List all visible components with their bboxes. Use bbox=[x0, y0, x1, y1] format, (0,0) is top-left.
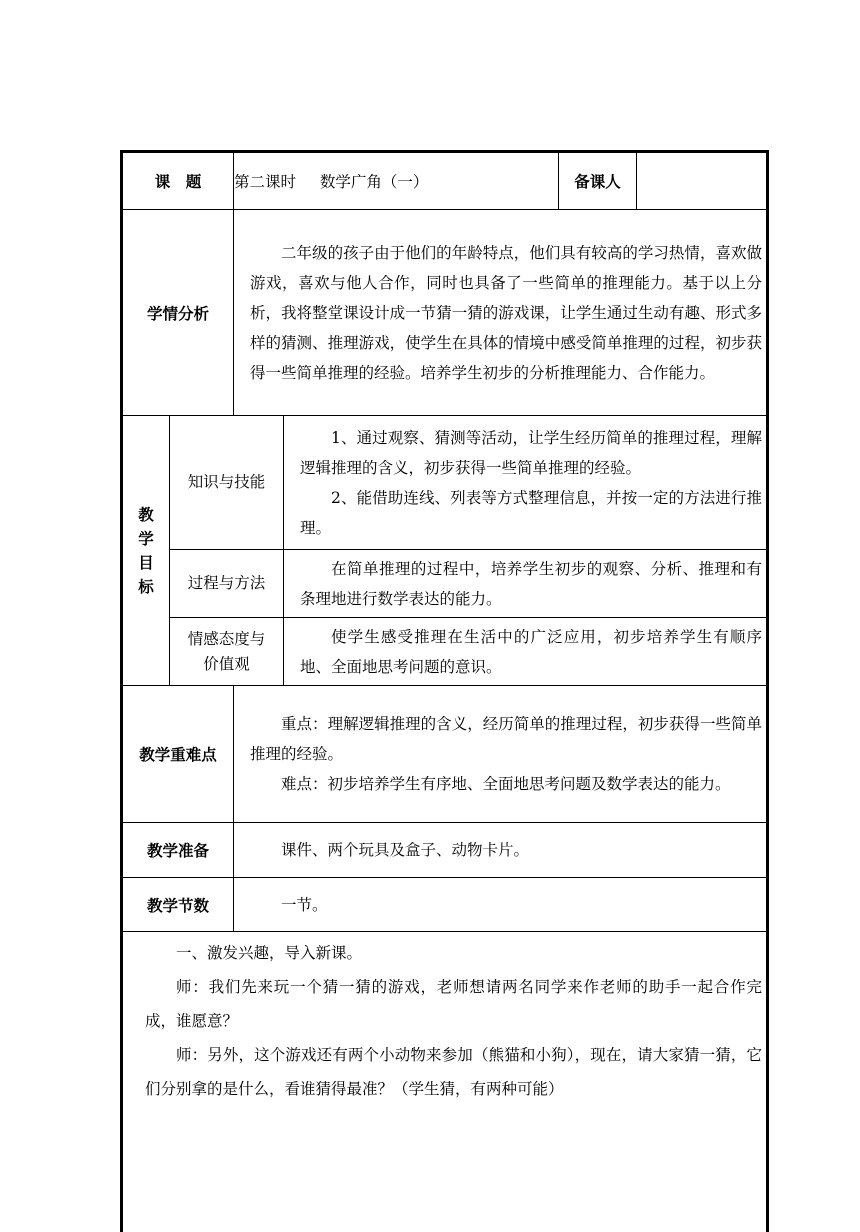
goals-label-char: 学 bbox=[138, 529, 154, 548]
emotion-label-line2: 价值观 bbox=[203, 654, 250, 673]
emotion-content bbox=[284, 618, 768, 686]
lesson-topic: 数学广角（一） bbox=[319, 173, 429, 191]
preparation-label: 教学准备 bbox=[122, 823, 234, 878]
process-paragraph-1: 一、激发兴趣，导入新课。 bbox=[176, 944, 363, 962]
keypoints-content bbox=[234, 686, 768, 823]
analysis-row bbox=[122, 210, 768, 416]
keypoints-label: 教学重难点 bbox=[122, 686, 234, 823]
sessions-label: 教学节数 bbox=[122, 878, 234, 932]
knowledge-text-2: 2、能借助连线、列表等方式整理信息，并按一定的方法进行推理。 bbox=[300, 488, 763, 537]
process-text: 在简单推理的过程中，培养学生初步的观察、分析、推理和有条理地进行数学表达的能力。 bbox=[300, 559, 763, 608]
sessions-content bbox=[234, 878, 768, 932]
preparation-content bbox=[234, 823, 768, 878]
process-content bbox=[284, 550, 768, 618]
preparation-text: 课件、两个玩具及盒子、动物卡片。 bbox=[281, 841, 530, 859]
goals-process-row bbox=[122, 550, 768, 618]
preparation-row bbox=[122, 823, 768, 878]
keypoints-row bbox=[122, 686, 768, 823]
process-text-row bbox=[122, 932, 768, 1232]
emotion-label bbox=[170, 618, 284, 686]
lesson-number: 第二课时 bbox=[234, 173, 297, 191]
goals-label bbox=[122, 416, 170, 686]
process-paragraph-2: 师：我们先来玩一个猜一猜的游戏，老师想请两名同学来作老师的助手一起合作完成，谁愿意？ bbox=[145, 978, 763, 1030]
process-paragraph-3: 师：另外，这个游戏还有两个小动物来参加（熊猫和小狗），现在，请大家猜一猜，它们分别拿的是什么，看谁猜得最准？（学生猜，有两种可能） bbox=[145, 1046, 763, 1098]
analysis-label: 学情分析 bbox=[122, 210, 234, 416]
knowledge-text-1: 1、通过观察、猜测等活动，让学生经历简单的推理过程，理解逻辑推理的含义，初步获得一些简单推理的经验。 bbox=[300, 428, 763, 477]
preparer-label: 备课人 bbox=[559, 152, 637, 210]
lesson-plan-table bbox=[120, 150, 769, 1232]
topic-title bbox=[234, 152, 559, 210]
key-point-text: 重点：理解逻辑推理的含义，经历简单的推理过程，初步获得一些简单推理的经验。 bbox=[250, 715, 763, 763]
knowledge-content bbox=[284, 416, 768, 550]
emotion-label-line1: 情感态度与 bbox=[187, 629, 266, 648]
emotion-text: 使学生感受推理在生活中的广泛应用，初步培养学生有顺序地、全面地思考问题的意识。 bbox=[300, 627, 763, 676]
goals-label-char: 目 bbox=[138, 553, 154, 572]
goals-label-char: 教 bbox=[138, 505, 154, 524]
difficult-point-text: 难点：初步培养学生有序地、全面地思考问题及数学表达的能力。 bbox=[281, 775, 731, 793]
topic-row bbox=[122, 152, 768, 210]
goals-knowledge-row bbox=[122, 416, 768, 550]
goals-emotion-row bbox=[122, 618, 768, 686]
topic-label: 课 题 bbox=[122, 152, 234, 210]
sessions-row bbox=[122, 878, 768, 932]
knowledge-label: 知识与技能 bbox=[170, 416, 284, 550]
lesson-plan-sheet bbox=[120, 150, 766, 1216]
analysis-content bbox=[234, 210, 768, 416]
teaching-process bbox=[122, 932, 768, 1232]
goals-label-char: 标 bbox=[138, 577, 154, 596]
sessions-text: 一节。 bbox=[281, 895, 328, 914]
process-label: 过程与方法 bbox=[170, 550, 284, 618]
analysis-text: 二年级的孩子由于他们的年龄特点，他们具有较高的学习热情，喜欢做游戏，喜欢与他人合作，同时也具备了一些简单的推理能力。基于以上分析，我将整堂课设计成一节猜一猜的游戏课，让学生通过生动有趣、形式多样的猜测、推理游戏，使学生在具体的情境中感受简单推理的过程，初步获得一些简单推理的经验。培养学生初步的分析推理能力、合作能力。 bbox=[250, 243, 763, 382]
preparer-value bbox=[637, 152, 768, 210]
